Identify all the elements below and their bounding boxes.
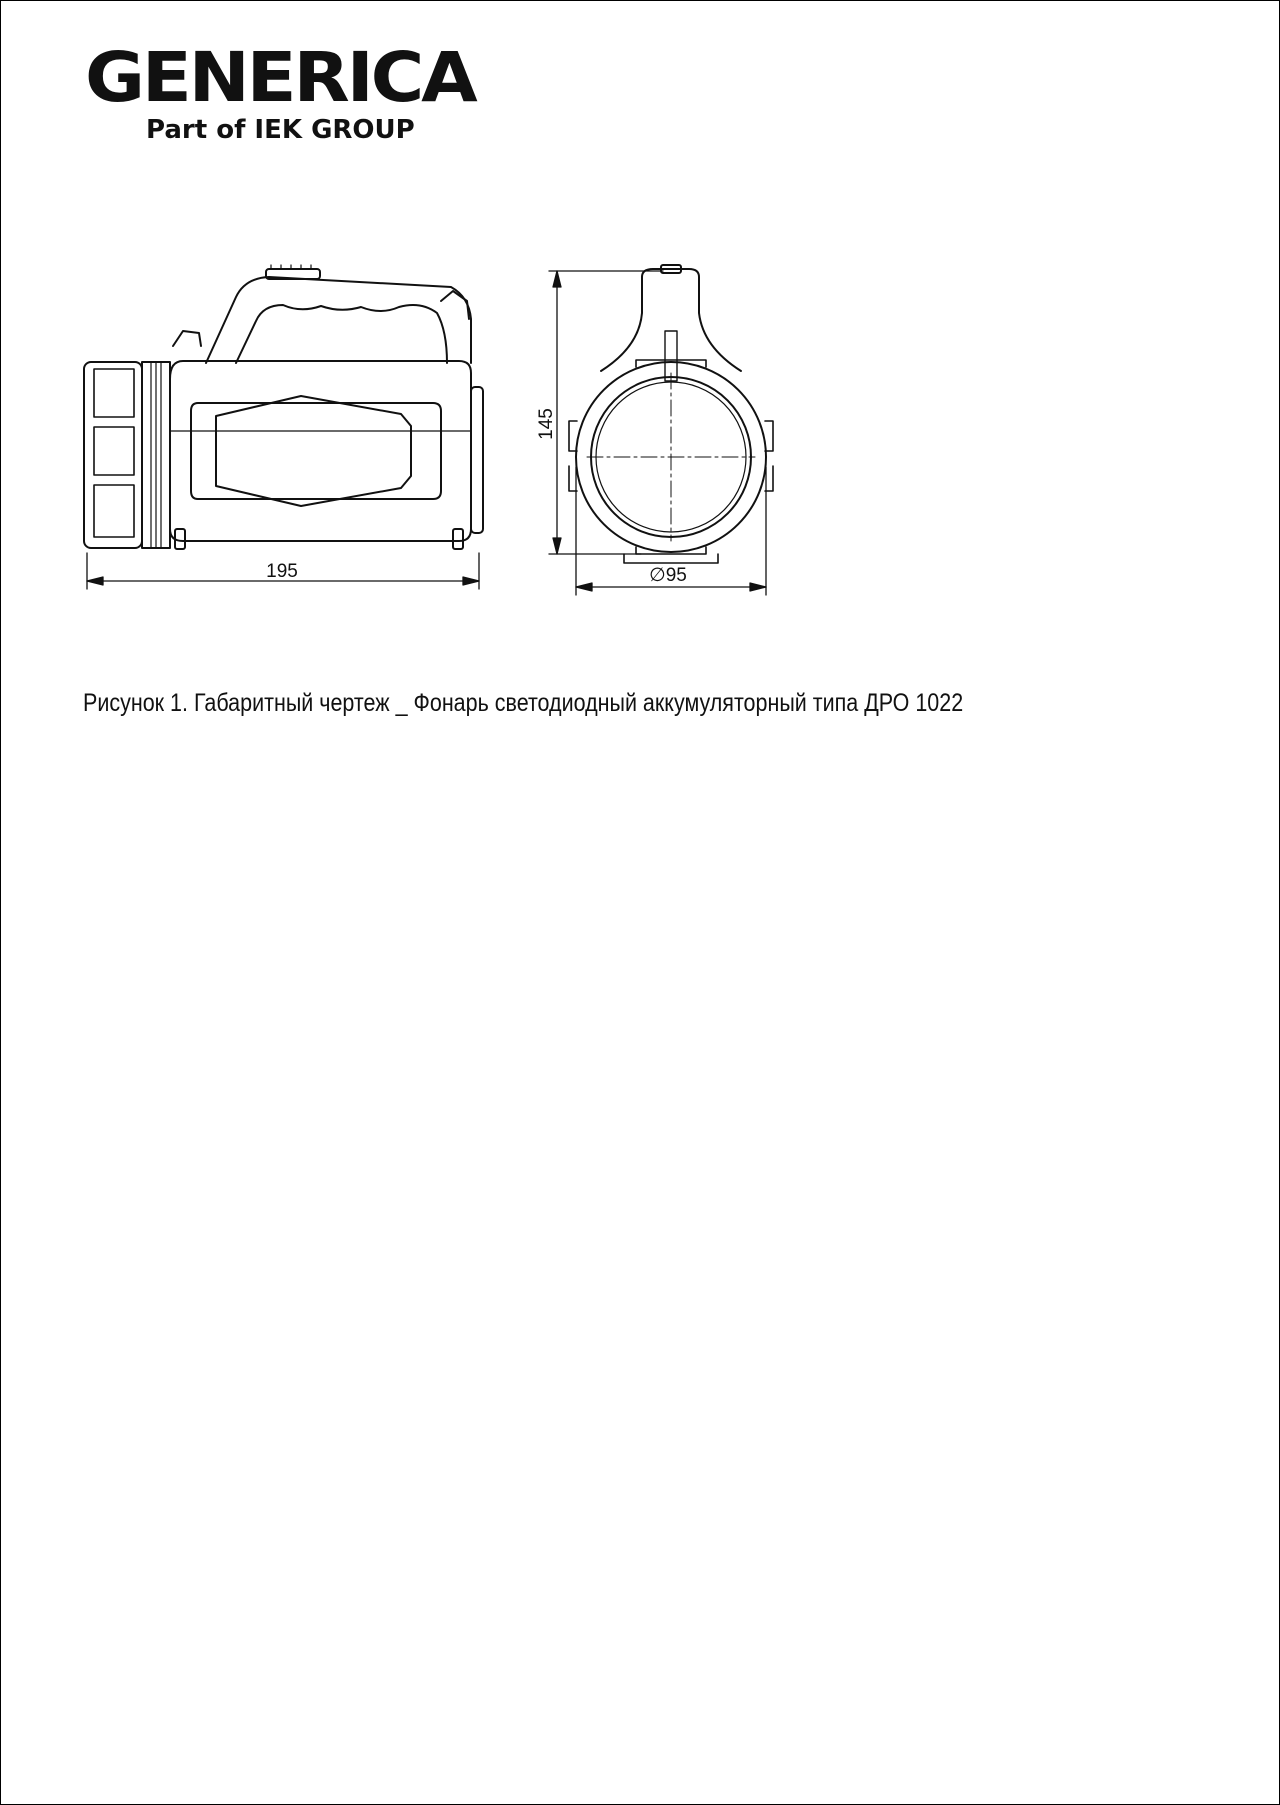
figure-caption: Рисунок 1. Габаритный чертеж _ Фонарь светодиодный аккумуляторный типа ДРО 1022 xyxy=(83,689,964,717)
logo-brand: GENERICA xyxy=(85,38,475,118)
length-dimension-label: 195 xyxy=(266,561,298,582)
height-dimension-label: 145 xyxy=(536,408,557,440)
dimension-drawing xyxy=(1,1,1280,641)
side-view xyxy=(84,265,483,549)
diameter-dimension-label: ∅95 xyxy=(649,565,687,586)
front-view xyxy=(569,265,773,563)
logo-tagline: Part of IEK GROUP xyxy=(146,115,415,145)
dimension-lines xyxy=(87,271,766,595)
